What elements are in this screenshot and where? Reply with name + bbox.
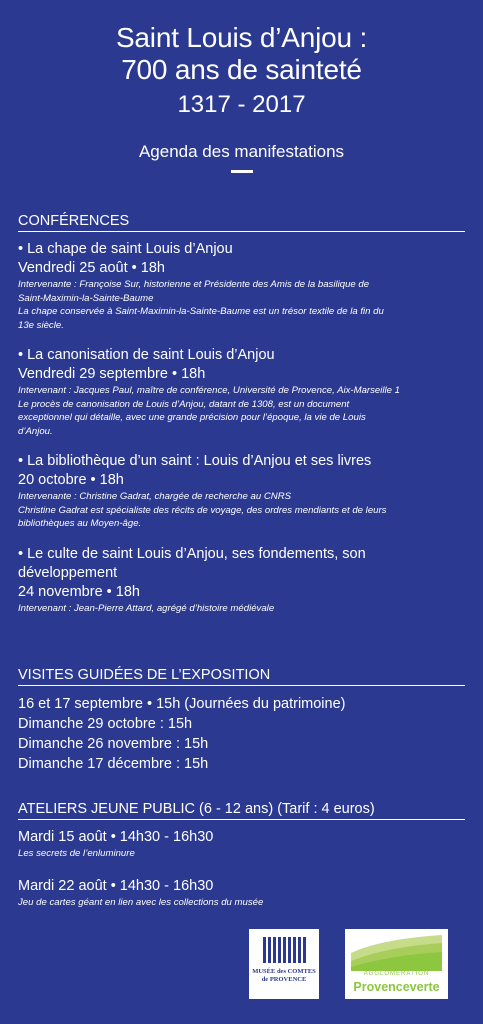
provence-verte-logo [345, 929, 448, 999]
visite-line: Dimanche 26 novembre : 15h [18, 736, 209, 752]
agenda-divider [231, 170, 253, 173]
atelier-date: Mardi 15 août • 14h30 - 16h30 [18, 829, 214, 845]
event-detail: Intervenant : Jean-Pierre Attard, agrégé d’histoire médiévale [18, 602, 275, 614]
event-detail: bibliothèques au Moyen-âge. [18, 518, 142, 529]
event-detail: exceptionnel qui détaille, avec une grande précision pour l’époque, la vie de Louis [18, 412, 366, 423]
event-date: 20 octobre • 18h [18, 472, 124, 488]
event-detail: Saint-Maximin-la-Sainte-Baume [18, 292, 154, 304]
ateliers-section [18, 801, 465, 909]
event-date: Vendredi 29 septembre • 18h [18, 366, 206, 382]
event-detail: Intervenant : Jacques Paul, maître de conférence, Université de Provence, Aix-Marseille 1 [18, 385, 400, 396]
conference-event-3 [18, 452, 465, 531]
event-detail: 13e siècle. [18, 319, 64, 331]
agglomeration-label: AGGLOMÉRATION [363, 971, 430, 977]
title-block [0, 0, 483, 173]
title-line-1: Saint Louis d’Anjou : [115, 22, 368, 53]
event-title: • La canonisation de saint Louis d’Anjou [18, 347, 275, 363]
atelier-detail: Jeu de cartes géant en lien avec les collections du musée [18, 896, 264, 908]
event-date: 24 novembre • 18h [18, 583, 140, 600]
event-detail: Intervenante : Françoise Sur, historienne et Présidente des Amis de la basilique de [18, 279, 370, 290]
musee-logo-text: MUSÉE des COMTES de PROVENCE [252, 968, 316, 983]
visites-list [18, 694, 465, 774]
conference-event-2 [18, 346, 465, 438]
conference-event-1 [18, 240, 465, 332]
event-detail: Le procès de canonisation de Louis d’Anjou, datant de 1308, est un document [18, 398, 350, 410]
agenda-heading: Agenda des manifestations [138, 142, 345, 161]
atelier-detail: Les secrets de l’enluminure [18, 848, 135, 859]
columns-icon [263, 937, 306, 963]
atelier-event-2 [18, 877, 465, 910]
hills-icon [351, 935, 442, 971]
ateliers-heading: ATELIERS JEUNE PUBLIC (6 - 12 ans) (Tarif : 4 euros) [18, 801, 465, 820]
event-detail: d’Anjou. [18, 425, 53, 437]
event-detail: Christine Gadrat est spécialiste des récits de voyage, des ordres mendiants et de leurs [18, 504, 387, 516]
visite-line: 16 et 17 septembre • 15h (Journées du patrimoine) [18, 696, 346, 712]
title-years: 1317 - 2017 [177, 91, 306, 118]
conference-event-4 [18, 545, 465, 616]
event-title: • Le culte de saint Louis d’Anjou, ses fondements, son [18, 545, 366, 562]
conferences-section [18, 213, 465, 615]
visites-heading: VISITES GUIDÉES DE L’EXPOSITION [18, 667, 465, 686]
atelier-event-1 [18, 828, 465, 861]
event-detail: Intervenante : Christine Gadrat, chargée de recherche au CNRS [18, 491, 292, 502]
visite-line: Dimanche 17 décembre : 15h [18, 756, 209, 772]
event-detail: La chape conservée à Saint-Maximin-la-Sainte-Baume est un trésor textile de la fin du [18, 306, 384, 317]
event-date: Vendredi 25 août • 18h [18, 260, 165, 276]
conferences-heading: CONFÉRENCES [18, 213, 465, 232]
atelier-date: Mardi 22 août • 14h30 - 16h30 [18, 877, 214, 894]
visites-section [18, 667, 465, 774]
title-line-2: 700 ans de sainteté [121, 54, 362, 85]
event-title: • La bibliothèque d’un saint : Louis d’Anjou et ses livres [18, 453, 372, 469]
provence-verte-brand: Provenceverte [353, 980, 440, 994]
event-title: • La chape de saint Louis d’Anjou [18, 241, 233, 257]
musee-comtes-provence-logo [249, 929, 319, 999]
event-title-continued: développement [18, 564, 118, 581]
visite-line: Dimanche 29 octobre : 15h [18, 716, 193, 732]
